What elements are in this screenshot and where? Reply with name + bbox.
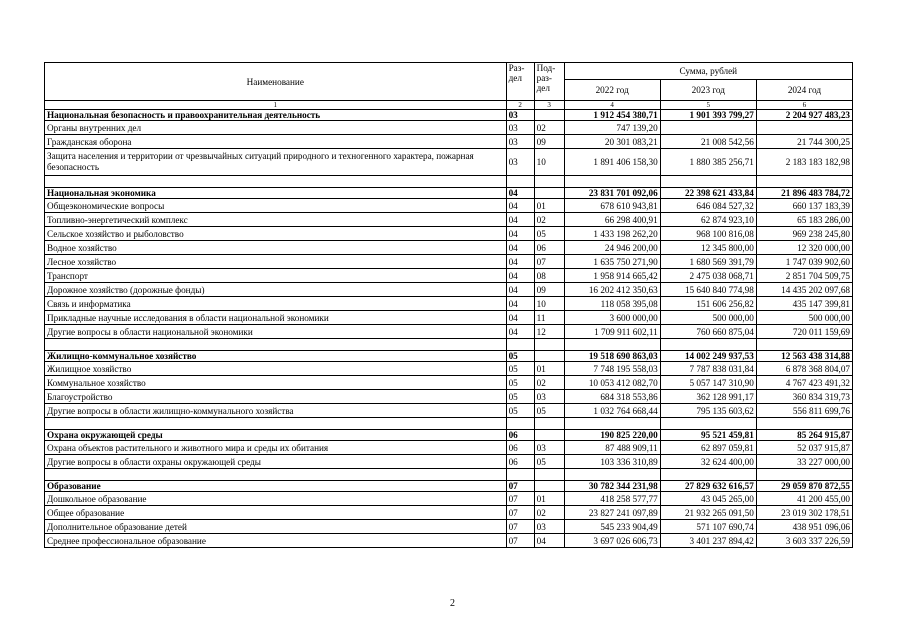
row-2022-cell: 1 635 750 271,90 — [564, 255, 660, 269]
row-2022-cell: 3 600 000,00 — [564, 311, 660, 325]
row-2024-cell: 438 951 096,06 — [756, 520, 852, 534]
header-year-2023: 2023 год — [660, 80, 756, 101]
row-razdel-cell: 05 — [506, 404, 534, 418]
row-razdel-cell: 04 — [506, 241, 534, 255]
section-row — [45, 430, 853, 441]
row-2022-cell: 24 946 200,00 — [564, 241, 660, 255]
column-number: 6 — [756, 101, 852, 110]
table-row — [45, 135, 853, 149]
row-2022-cell: 3 697 026 606,73 — [564, 534, 660, 548]
row-name-cell: Охрана окружающей среды — [45, 430, 507, 441]
row-podrazdel-cell: 08 — [534, 269, 564, 283]
row-2024-cell: 500 000,00 — [756, 311, 852, 325]
table-row — [45, 390, 853, 404]
empty-cell — [756, 339, 852, 351]
row-2024-cell: 2 204 927 483,23 — [756, 110, 852, 121]
row-razdel-cell: 04 — [506, 199, 534, 213]
row-razdel-cell: 07 — [506, 492, 534, 506]
row-2023-cell: 760 660 875,04 — [660, 325, 756, 339]
row-name-cell: Образование — [45, 481, 507, 492]
row-2024-cell: 660 137 183,39 — [756, 199, 852, 213]
table-row — [45, 213, 853, 227]
row-razdel-cell: 07 — [506, 481, 534, 492]
row-2024-cell: 33 227 000,00 — [756, 455, 852, 469]
empty-cell — [506, 176, 534, 188]
empty-cell — [660, 418, 756, 430]
header-razdel: Раз- дел — [506, 63, 534, 101]
row-name-cell: Гражданская оборона — [45, 135, 507, 149]
empty-cell — [534, 176, 564, 188]
header-sum: Сумма, рублей — [564, 63, 852, 80]
row-podrazdel-cell: 09 — [534, 135, 564, 149]
row-razdel-cell: 03 — [506, 110, 534, 121]
header-podrazdel: Под- раз- дел — [534, 63, 564, 101]
column-numbers-row — [45, 101, 853, 110]
empty-cell — [45, 469, 507, 481]
row-podrazdel-cell: 11 — [534, 311, 564, 325]
row-2023-cell — [660, 121, 756, 135]
row-podrazdel-cell: 06 — [534, 241, 564, 255]
table-row — [45, 311, 853, 325]
header-year-2024: 2024 год — [756, 80, 852, 101]
row-name-cell: Сельское хозяйство и рыболовство — [45, 227, 507, 241]
row-2022-cell: 23 831 701 092,06 — [564, 188, 660, 199]
row-2023-cell: 571 107 690,74 — [660, 520, 756, 534]
row-name-cell: Топливно-энергетический комплекс — [45, 213, 507, 227]
row-2023-cell: 12 345 800,00 — [660, 241, 756, 255]
row-podrazdel-cell: 10 — [534, 149, 564, 176]
row-name-cell: Коммунальное хозяйство — [45, 376, 507, 390]
empty-cell — [756, 469, 852, 481]
row-2023-cell: 43 045 265,00 — [660, 492, 756, 506]
table-row — [45, 404, 853, 418]
page-number: 2 — [450, 598, 455, 609]
row-2023-cell: 1 880 385 256,71 — [660, 149, 756, 176]
row-podrazdel-cell: 03 — [534, 441, 564, 455]
empty-cell — [506, 469, 534, 481]
row-razdel-cell: 04 — [506, 311, 534, 325]
row-2024-cell: 21 744 300,25 — [756, 135, 852, 149]
row-name-cell: Транспорт — [45, 269, 507, 283]
row-2024-cell: 23 019 302 178,51 — [756, 506, 852, 520]
row-razdel-cell: 04 — [506, 325, 534, 339]
row-2024-cell: 52 037 915,87 — [756, 441, 852, 455]
table-row — [45, 534, 853, 548]
row-2022-cell: 1 912 454 380,71 — [564, 110, 660, 121]
table-row — [45, 297, 853, 311]
column-number: 3 — [534, 101, 564, 110]
row-2022-cell: 20 301 083,21 — [564, 135, 660, 149]
row-podrazdel-cell: 02 — [534, 376, 564, 390]
row-2024-cell: 65 183 286,00 — [756, 213, 852, 227]
column-number: 1 — [45, 101, 507, 110]
section-row — [45, 351, 853, 362]
empty-cell — [534, 339, 564, 351]
row-name-cell: Другие вопросы в области национальной экономики — [45, 325, 507, 339]
row-razdel-cell: 04 — [506, 213, 534, 227]
row-razdel-cell: 04 — [506, 227, 534, 241]
row-2023-cell: 32 624 400,00 — [660, 455, 756, 469]
table-row — [45, 441, 853, 455]
row-2022-cell: 678 610 943,81 — [564, 199, 660, 213]
row-2023-cell: 151 606 256,82 — [660, 297, 756, 311]
table-row — [45, 492, 853, 506]
row-podrazdel-cell: 02 — [534, 121, 564, 135]
row-name-cell: Дошкольное образование — [45, 492, 507, 506]
empty-cell — [756, 176, 852, 188]
row-2022-cell: 1 709 911 602,11 — [564, 325, 660, 339]
row-2024-cell: 29 059 870 872,55 — [756, 481, 852, 492]
row-name-cell: Благоустройство — [45, 390, 507, 404]
row-name-cell: Среднее профессиональное образование — [45, 534, 507, 548]
row-2023-cell: 2 475 038 068,71 — [660, 269, 756, 283]
row-name-cell: Жилищное хозяйство — [45, 362, 507, 376]
row-podrazdel-cell — [534, 481, 564, 492]
empty-cell — [534, 469, 564, 481]
row-2024-cell: 720 011 159,69 — [756, 325, 852, 339]
row-razdel-cell: 04 — [506, 255, 534, 269]
header-name: Наименование — [45, 63, 507, 101]
empty-cell — [564, 339, 660, 351]
row-podrazdel-cell: 12 — [534, 325, 564, 339]
row-2022-cell: 66 298 400,91 — [564, 213, 660, 227]
row-2023-cell: 3 401 237 894,42 — [660, 534, 756, 548]
row-podrazdel-cell — [534, 110, 564, 121]
row-podrazdel-cell — [534, 351, 564, 362]
table-row — [45, 269, 853, 283]
row-name-cell: Национальная экономика — [45, 188, 507, 199]
section-row — [45, 481, 853, 492]
row-2022-cell: 418 258 577,77 — [564, 492, 660, 506]
row-2022-cell: 23 827 241 097,89 — [564, 506, 660, 520]
row-razdel-cell: 05 — [506, 390, 534, 404]
row-2023-cell: 1 680 569 391,79 — [660, 255, 756, 269]
row-2023-cell: 21 932 265 091,50 — [660, 506, 756, 520]
row-2023-cell: 95 521 459,81 — [660, 430, 756, 441]
row-podrazdel-cell: 05 — [534, 455, 564, 469]
row-razdel-cell: 04 — [506, 283, 534, 297]
budget-table — [44, 62, 853, 548]
row-podrazdel-cell: 02 — [534, 213, 564, 227]
row-razdel-cell: 03 — [506, 149, 534, 176]
row-2023-cell: 7 787 838 031,84 — [660, 362, 756, 376]
row-name-cell: Общеэкономические вопросы — [45, 199, 507, 213]
empty-cell — [660, 176, 756, 188]
row-2024-cell: 21 896 483 784,72 — [756, 188, 852, 199]
row-2024-cell: 360 834 319,73 — [756, 390, 852, 404]
row-2024-cell: 556 811 699,76 — [756, 404, 852, 418]
row-2022-cell: 545 233 904,49 — [564, 520, 660, 534]
row-podrazdel-cell — [534, 430, 564, 441]
row-name-cell: Другие вопросы в области охраны окружающей среды — [45, 455, 507, 469]
row-2022-cell: 118 058 395,08 — [564, 297, 660, 311]
row-razdel-cell: 06 — [506, 441, 534, 455]
column-number: 5 — [660, 101, 756, 110]
row-name-cell: Лесное хозяйство — [45, 255, 507, 269]
table-row — [45, 455, 853, 469]
row-name-cell: Национальная безопасность и правоохранительная деятельность — [45, 110, 507, 121]
table-row — [45, 362, 853, 376]
row-2023-cell: 968 100 816,08 — [660, 227, 756, 241]
row-name-cell: Общее образование — [45, 506, 507, 520]
row-2024-cell: 4 767 423 491,32 — [756, 376, 852, 390]
row-2022-cell: 30 782 344 231,98 — [564, 481, 660, 492]
row-podrazdel-cell: 03 — [534, 520, 564, 534]
row-2024-cell: 85 264 915,87 — [756, 430, 852, 441]
row-2022-cell: 1 891 406 158,30 — [564, 149, 660, 176]
empty-cell — [534, 418, 564, 430]
row-podrazdel-cell — [534, 188, 564, 199]
row-2022-cell: 747 139,20 — [564, 121, 660, 135]
row-2022-cell: 1 032 764 668,44 — [564, 404, 660, 418]
table-row — [45, 283, 853, 297]
row-2024-cell: 41 200 455,00 — [756, 492, 852, 506]
table-header — [45, 63, 853, 110]
row-2024-cell: 12 320 000,00 — [756, 241, 852, 255]
row-name-cell: Дорожное хозяйство (дорожные фонды) — [45, 283, 507, 297]
row-2024-cell: 2 851 704 509,75 — [756, 269, 852, 283]
row-podrazdel-cell: 04 — [534, 534, 564, 548]
row-2024-cell: 1 747 039 902,60 — [756, 255, 852, 269]
row-name-cell: Охрана объектов растительного и животного мира и среды их обитания — [45, 441, 507, 455]
spacer-row — [45, 469, 853, 481]
column-number: 4 — [564, 101, 660, 110]
empty-cell — [506, 418, 534, 430]
empty-cell — [660, 469, 756, 481]
spacer-row — [45, 418, 853, 430]
row-razdel-cell: 06 — [506, 430, 534, 441]
row-2024-cell: 12 563 438 314,88 — [756, 351, 852, 362]
row-razdel-cell: 04 — [506, 297, 534, 311]
row-razdel-cell: 06 — [506, 455, 534, 469]
row-name-cell: Органы внутренних дел — [45, 121, 507, 135]
row-2022-cell: 1 958 914 665,42 — [564, 269, 660, 283]
row-2023-cell: 5 057 147 310,90 — [660, 376, 756, 390]
table-row — [45, 199, 853, 213]
row-razdel-cell: 05 — [506, 362, 534, 376]
row-2023-cell: 62 897 059,81 — [660, 441, 756, 455]
row-name-cell: Жилищно-коммунальное хозяйство — [45, 351, 507, 362]
empty-cell — [564, 418, 660, 430]
row-2023-cell: 15 640 840 774,98 — [660, 283, 756, 297]
table-row — [45, 255, 853, 269]
row-2022-cell: 684 318 553,86 — [564, 390, 660, 404]
row-podrazdel-cell: 03 — [534, 390, 564, 404]
column-number: 2 — [506, 101, 534, 110]
row-podrazdel-cell: 01 — [534, 362, 564, 376]
row-2023-cell: 22 398 621 433,84 — [660, 188, 756, 199]
empty-cell — [506, 339, 534, 351]
header-year-2022: 2022 год — [564, 80, 660, 101]
row-2024-cell: 6 878 368 804,07 — [756, 362, 852, 376]
section-row — [45, 188, 853, 199]
row-razdel-cell: 03 — [506, 135, 534, 149]
row-2022-cell: 1 433 198 262,20 — [564, 227, 660, 241]
spacer-row — [45, 339, 853, 351]
empty-cell — [564, 469, 660, 481]
row-2023-cell: 646 084 527,32 — [660, 199, 756, 213]
table-row — [45, 121, 853, 135]
row-razdel-cell: 03 — [506, 121, 534, 135]
row-name-cell: Водное хозяйство — [45, 241, 507, 255]
table-row — [45, 241, 853, 255]
table-row — [45, 227, 853, 241]
row-2023-cell: 21 008 542,56 — [660, 135, 756, 149]
row-2022-cell: 16 202 412 350,63 — [564, 283, 660, 297]
row-podrazdel-cell: 10 — [534, 297, 564, 311]
row-name-cell: Связь и информатика — [45, 297, 507, 311]
row-razdel-cell: 04 — [506, 188, 534, 199]
row-2023-cell: 795 135 603,62 — [660, 404, 756, 418]
row-name-cell: Другие вопросы в области жилищно-коммунального хозяйства — [45, 404, 507, 418]
row-razdel-cell: 07 — [506, 534, 534, 548]
empty-cell — [660, 339, 756, 351]
table-body — [45, 110, 853, 548]
row-2022-cell: 190 825 220,00 — [564, 430, 660, 441]
row-podrazdel-cell: 07 — [534, 255, 564, 269]
row-podrazdel-cell: 09 — [534, 283, 564, 297]
row-podrazdel-cell: 05 — [534, 227, 564, 241]
row-2023-cell: 500 000,00 — [660, 311, 756, 325]
row-2023-cell: 62 874 923,10 — [660, 213, 756, 227]
row-2022-cell: 103 336 310,89 — [564, 455, 660, 469]
empty-cell — [45, 418, 507, 430]
row-razdel-cell: 05 — [506, 351, 534, 362]
row-2022-cell: 7 748 195 558,03 — [564, 362, 660, 376]
row-2022-cell: 10 053 412 082,70 — [564, 376, 660, 390]
table-row — [45, 149, 853, 176]
row-2022-cell: 87 488 909,11 — [564, 441, 660, 455]
row-razdel-cell: 04 — [506, 269, 534, 283]
row-podrazdel-cell: 01 — [534, 199, 564, 213]
row-2022-cell: 19 518 690 863,03 — [564, 351, 660, 362]
empty-cell — [45, 176, 507, 188]
row-2024-cell: 3 603 337 226,59 — [756, 534, 852, 548]
row-podrazdel-cell: 05 — [534, 404, 564, 418]
section-row — [45, 110, 853, 121]
row-2024-cell: 14 435 202 097,68 — [756, 283, 852, 297]
table-row — [45, 506, 853, 520]
row-podrazdel-cell: 01 — [534, 492, 564, 506]
spacer-row — [45, 176, 853, 188]
empty-cell — [45, 339, 507, 351]
row-razdel-cell: 05 — [506, 376, 534, 390]
row-2024-cell: 2 183 183 182,98 — [756, 149, 852, 176]
row-razdel-cell: 07 — [506, 520, 534, 534]
table-row — [45, 376, 853, 390]
empty-cell — [564, 176, 660, 188]
row-name-cell: Дополнительное образование детей — [45, 520, 507, 534]
row-2024-cell: 435 147 399,81 — [756, 297, 852, 311]
row-2023-cell: 14 002 249 937,53 — [660, 351, 756, 362]
row-2024-cell — [756, 121, 852, 135]
row-name-cell: Защита населения и территории от чрезвычайных ситуаций природного и техногенного характера, пожарная безопасность — [45, 149, 507, 176]
table-row — [45, 520, 853, 534]
empty-cell — [756, 418, 852, 430]
row-2023-cell: 27 829 632 616,57 — [660, 481, 756, 492]
row-2023-cell: 362 128 991,17 — [660, 390, 756, 404]
row-podrazdel-cell: 02 — [534, 506, 564, 520]
row-2024-cell: 969 238 245,80 — [756, 227, 852, 241]
row-name-cell: Прикладные научные исследования в области национальной экономики — [45, 311, 507, 325]
row-razdel-cell: 07 — [506, 506, 534, 520]
row-2023-cell: 1 901 393 799,27 — [660, 110, 756, 121]
table-row — [45, 325, 853, 339]
